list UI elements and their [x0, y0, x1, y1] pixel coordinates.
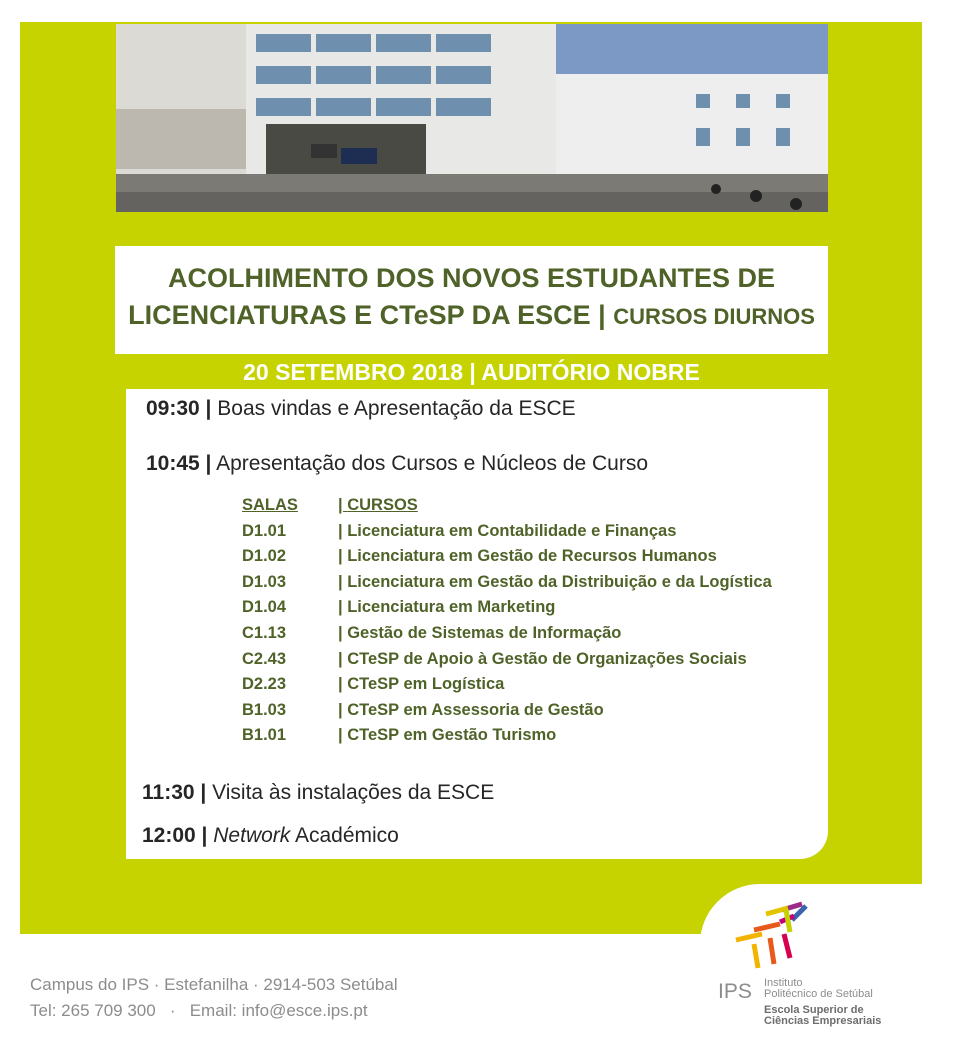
room-code: D1.01	[242, 521, 287, 540]
room-code: D1.03	[242, 572, 287, 591]
course-name: | Gestão de Sistemas de Informação	[338, 623, 622, 642]
agenda-item	[142, 781, 494, 805]
room-code: D1.04	[242, 598, 287, 617]
table-row	[242, 595, 772, 621]
course-name: | Licenciatura em Gestão da Distribuição e da Logística	[338, 572, 772, 591]
rooms-courses-table	[242, 493, 772, 749]
table-row	[242, 621, 772, 647]
table-row	[242, 672, 772, 698]
agenda-item	[142, 824, 399, 848]
table-row	[242, 519, 772, 545]
table-row	[242, 570, 772, 596]
event-title-subtitle: CURSOS DIURNOS	[613, 304, 815, 329]
school-name: Escola Superior de Ciências Empresariais	[764, 1004, 882, 1027]
ips-logo-icon	[732, 900, 812, 975]
header-rooms: SALAS	[242, 496, 298, 514]
room-code: C1.13	[242, 623, 287, 642]
agenda-text: Académico	[290, 824, 399, 847]
agenda-text: Apresentação dos Cursos e Núcleos de Curso	[216, 452, 649, 475]
course-name: | Licenciatura em Contabilidade e Finanças	[338, 521, 677, 540]
event-title-box	[115, 246, 828, 354]
room-code: C2.43	[242, 649, 287, 668]
table-row	[242, 698, 772, 724]
event-title-line-1: ACOLHIMENTO DOS NOVOS ESTUDANTES DE	[167, 263, 776, 293]
course-name: | CTeSP em Gestão Turismo	[338, 726, 557, 745]
course-name: | Licenciatura em Marketing	[338, 598, 556, 617]
course-name: | CTeSP de Apoio à Gestão de Organizações Sociais	[338, 649, 747, 668]
event-title-line-2	[115, 297, 828, 335]
course-name: | Licenciatura em Gestão de Recursos Humanos	[338, 547, 717, 566]
table-row	[242, 544, 772, 570]
table-row	[242, 647, 772, 673]
course-name: | CTeSP em Assessoria de Gestão	[338, 700, 604, 719]
agenda-item	[146, 397, 576, 421]
footer-phone-email: Tel: 265 709 300 · Email: info@esce.ips.pt	[30, 1001, 368, 1020]
event-title-main: LICENCIATURAS E CTeSP DA ESCE |	[128, 300, 606, 330]
footer-contacts	[30, 972, 398, 1024]
agenda-time: 10:45 |	[146, 452, 212, 475]
institute-name: Instituto Politécnico de Setúbal	[764, 977, 873, 1000]
agenda-time: 09:30 |	[146, 397, 212, 420]
agenda-text: Boas vindas e Apresentação da ESCE	[217, 397, 576, 420]
agenda-time: 11:30 |	[142, 781, 207, 804]
room-code: B1.01	[242, 726, 287, 745]
footer-address: Campus do IPS · Estefanilha · 2914-503 Setúbal	[30, 975, 398, 994]
agenda-text: Visita às instalações da ESCE	[212, 781, 495, 804]
room-code: D1.02	[242, 547, 287, 566]
ips-letters: IPS	[718, 980, 752, 1003]
agenda-time: 12:00 |	[142, 824, 208, 847]
header-courses: | CURSOS	[338, 496, 418, 514]
event-date-venue: 20 SETEMBRO 2018 | AUDITÓRIO NOBRE	[243, 359, 700, 385]
table-header-row	[242, 493, 772, 519]
course-name: | CTeSP em Logística	[338, 675, 505, 694]
room-code: D2.23	[242, 675, 287, 694]
table-row	[242, 723, 772, 749]
campus-building-photo	[116, 24, 828, 212]
agenda-item	[146, 452, 648, 476]
room-code: B1.03	[242, 700, 287, 719]
ips-esce-logo	[716, 900, 916, 1040]
agenda-text-italic: Network	[213, 824, 291, 847]
